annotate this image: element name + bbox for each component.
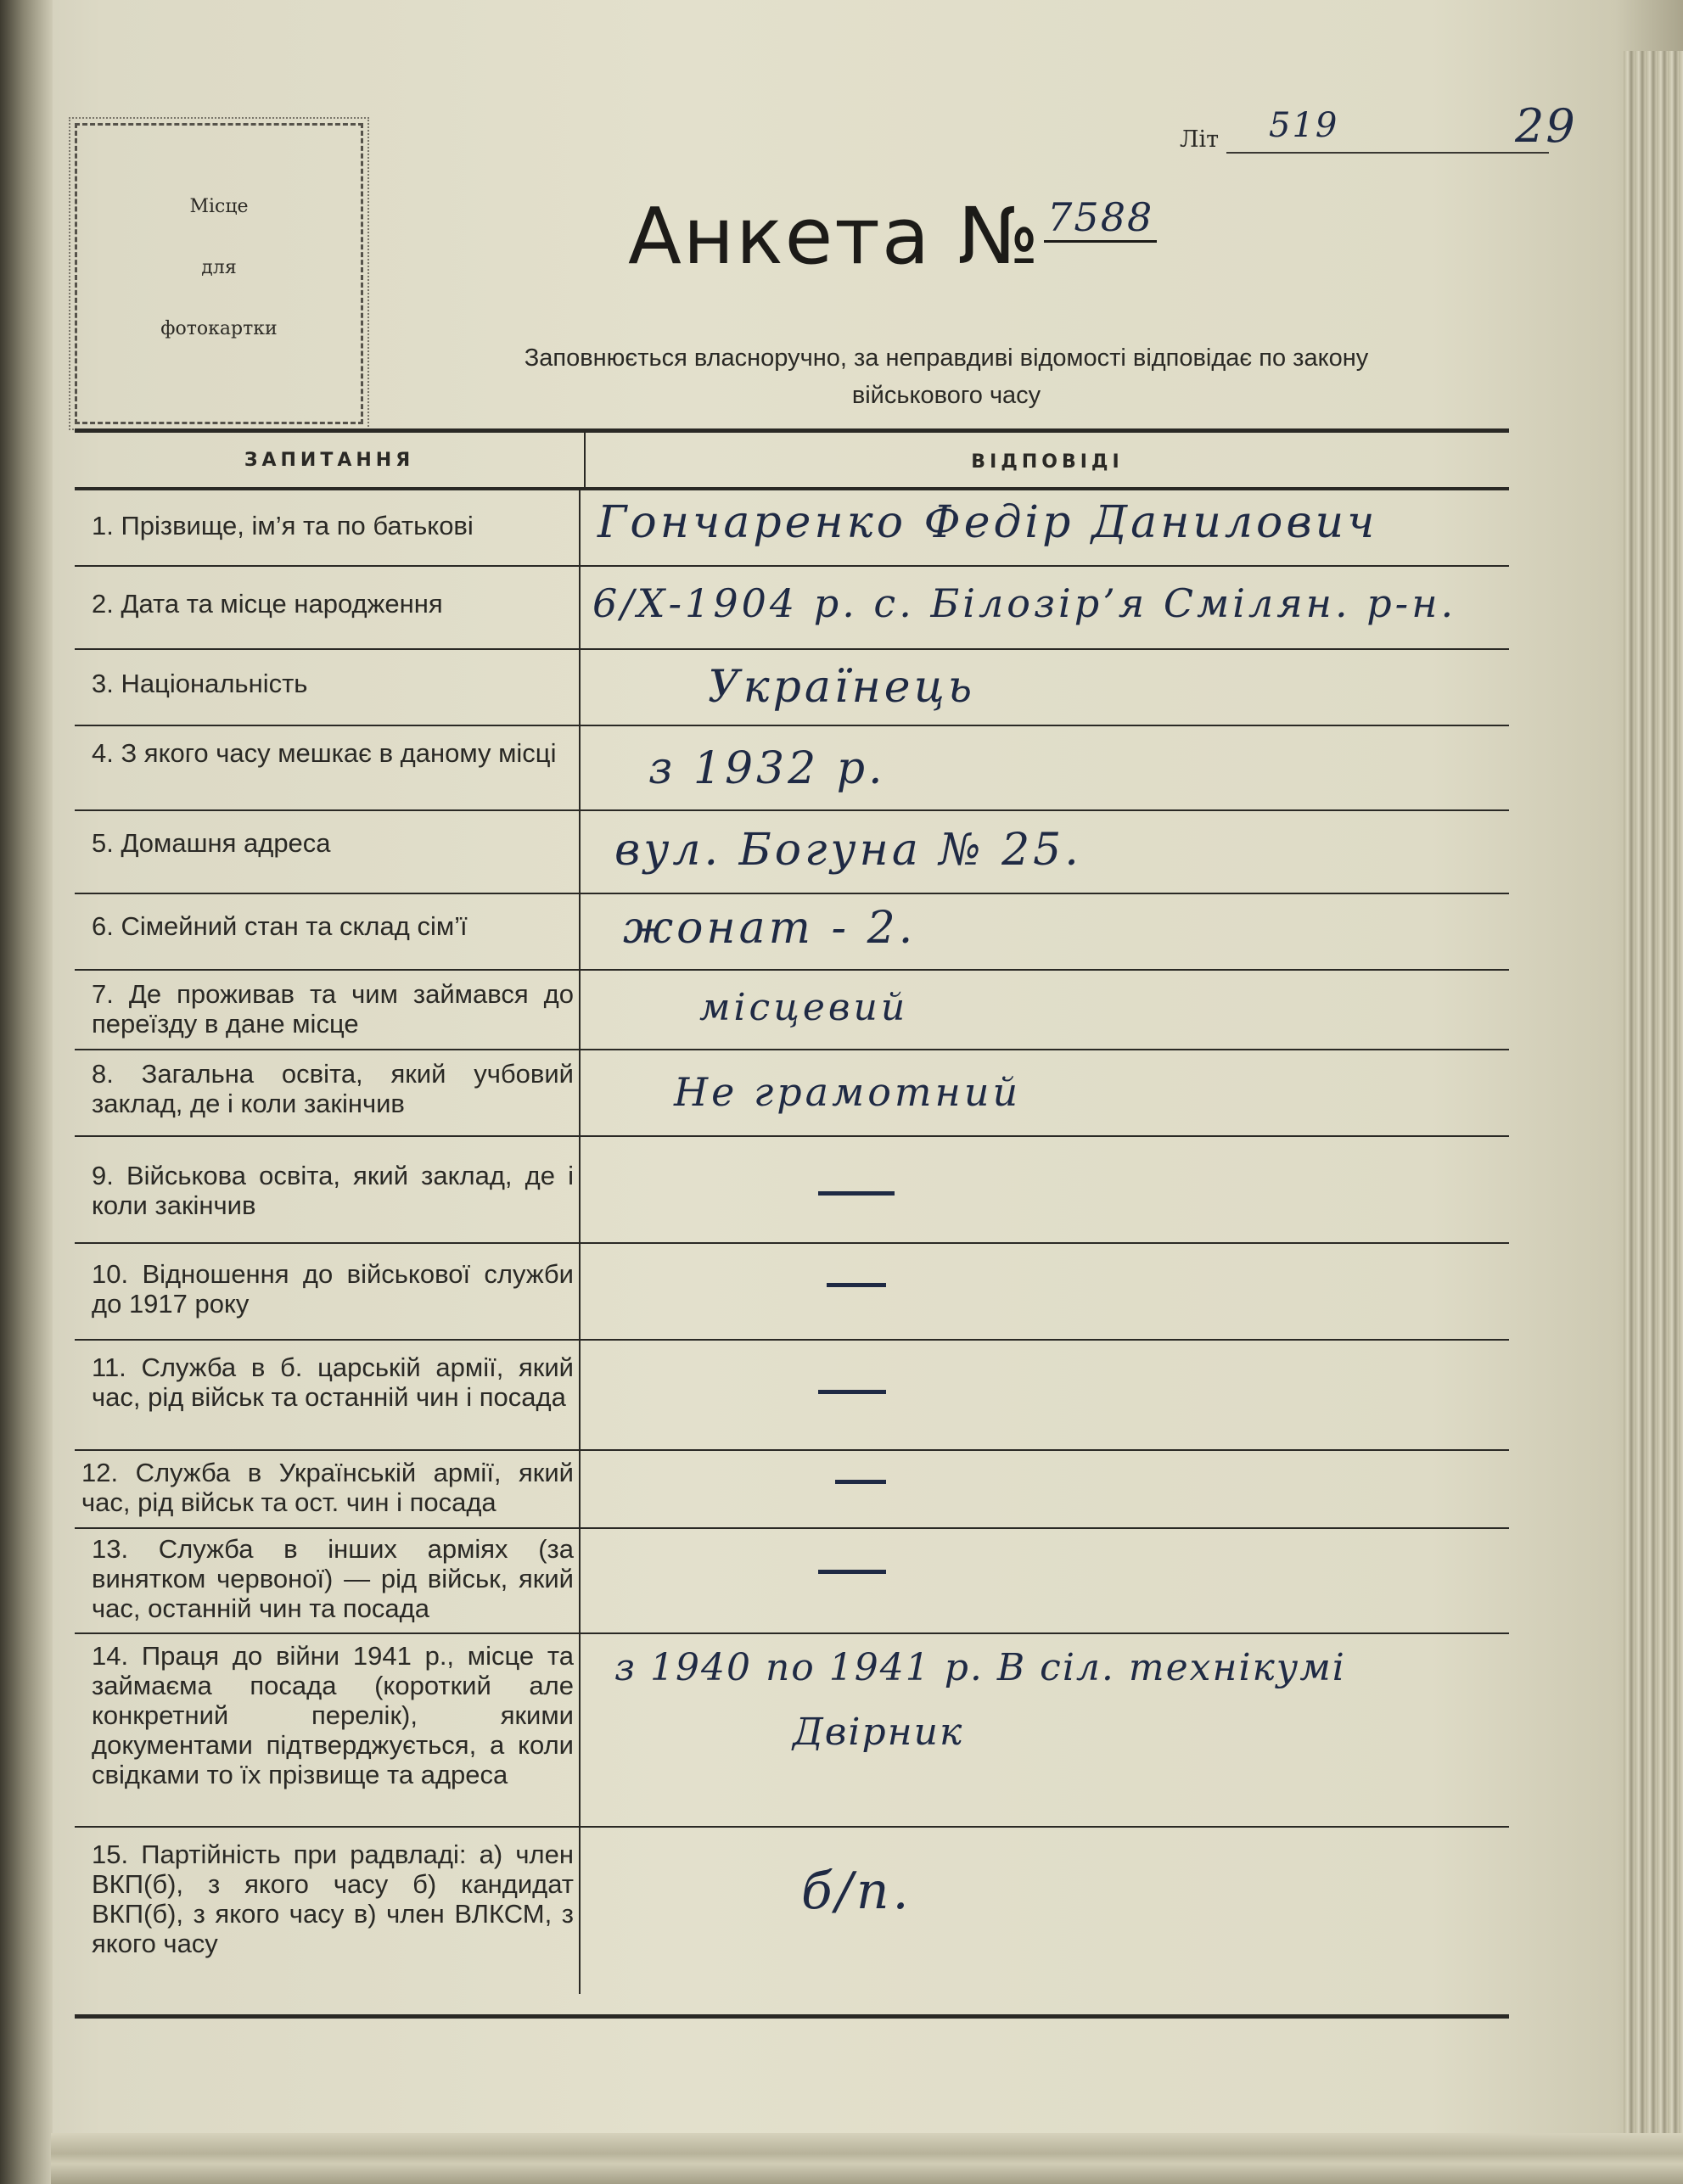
row-answer: [581, 1828, 1509, 1994]
row-question: 7. Де проживав та чим займався до переїзду в дане місце: [75, 971, 581, 1049]
page-edges: [1624, 51, 1683, 2184]
row-answer: [581, 894, 1509, 969]
answer-text: з 1940 по 1941 р. В сіл. технікумі: [614, 1646, 1346, 1689]
table-row: [75, 811, 1509, 894]
row-question: 5. Домашня адреса: [75, 811, 581, 893]
row-answer: [581, 1341, 1509, 1449]
header-questions: ЗАПИТАННЯ: [75, 433, 586, 487]
row-question: 1. Прізвище, ім’я та по батькові: [75, 490, 581, 565]
page-number: 29: [1515, 99, 1577, 153]
table-bottom-rule: [75, 2014, 1509, 2019]
subtitle: [399, 339, 1494, 414]
answer-text-line2: Двірник: [793, 1711, 964, 1754]
row-answer: [581, 971, 1509, 1049]
photo-label-line3: фотокартки: [160, 318, 278, 339]
table-row: [75, 1341, 1509, 1451]
table-row: [75, 971, 1509, 1050]
table-row: [75, 1828, 1509, 1994]
row-question: 6. Сімейний стан та склад сім’ї: [75, 894, 581, 969]
empty-answer-dash: [818, 1390, 886, 1394]
answer-text: місцевий: [699, 986, 909, 1029]
row-question: 9. Військова освіта, який заклад, де і коли закінчив: [75, 1137, 581, 1242]
answer-text: Не грамотний: [674, 1069, 1022, 1115]
binding-shadow: [0, 0, 53, 2184]
table-row: [75, 1244, 1509, 1341]
row-answer: [581, 490, 1509, 565]
row-answer: [581, 1451, 1509, 1527]
table-row: [75, 1451, 1509, 1529]
photo-label-line1: Місце: [189, 196, 249, 217]
table-row: [75, 894, 1509, 971]
row-question: 12. Служба в Українській армії, який час, рід військ та ост. чин і посада: [75, 1451, 581, 1527]
answer-text: жонат - 2.: [623, 903, 917, 954]
row-answer: [581, 1634, 1509, 1826]
questionnaire-table: [75, 428, 1509, 2019]
answer-text: б/п.: [801, 1862, 912, 1921]
row-question: 14. Праця до війни 1941 р., місце та займаєма посада (короткий але конкретний перелік), якими документами підтверджується, а коли свідками то їх прізвище та адреса: [75, 1634, 581, 1826]
table-header: [75, 433, 1509, 490]
table-row: [75, 1137, 1509, 1244]
sheet-value: 519: [1269, 106, 1339, 145]
row-question: 11. Служба в б. царській армії, який час, рід військ та останній чин і посада: [75, 1341, 581, 1449]
table-row: [75, 490, 1509, 567]
table-row: [75, 650, 1509, 726]
row-question: 2. Дата та місце народження: [75, 567, 581, 648]
table-row: [75, 1050, 1509, 1137]
row-answer: [581, 650, 1509, 725]
row-answer: [581, 1529, 1509, 1632]
table-row: [75, 1529, 1509, 1634]
table-row: [75, 726, 1509, 811]
row-answer: [581, 726, 1509, 809]
row-answer: [581, 567, 1509, 648]
answer-text: Гончаренко Федір Данилович: [597, 497, 1378, 548]
table-row: [75, 1634, 1509, 1828]
header-answers: ВІДПОВІДІ: [971, 451, 1124, 473]
row-question: 4. З якого часу мешкає в даному місці: [75, 726, 581, 809]
row-question: 8. Загальна освіта, який учбовий заклад, де і коли закінчив: [75, 1050, 581, 1135]
row-answer: [581, 1050, 1509, 1135]
sheet-label: Літ: [1180, 126, 1220, 153]
title-text: Анкета №: [628, 191, 1041, 282]
sheet-underline: [1226, 152, 1549, 154]
empty-answer-dash: [818, 1191, 895, 1196]
row-answer: [581, 1244, 1509, 1339]
row-question: 3. Національність: [75, 650, 581, 725]
sheet-number-field: [1180, 99, 1577, 157]
row-question: 15. Партійність при радвладі: а) член ВКП(б), з якого часу б) кандидат ВКП(б), з якого часу в) член ВЛКСМ, з якого часу: [75, 1828, 581, 1994]
bottom-page-edges: [51, 2133, 1683, 2184]
photo-placeholder-box: [75, 123, 363, 424]
row-question: 13. Служба в інших арміях (за винятком червоної) — рід військ, який час, останній чин та посада: [75, 1529, 581, 1632]
table-row: [75, 567, 1509, 650]
answer-text: вул. Богуна № 25.: [614, 825, 1082, 876]
empty-answer-dash: [835, 1480, 886, 1484]
answer-text: Українець: [708, 662, 976, 713]
answer-text: з 1932 р.: [648, 743, 886, 794]
row-answer: [581, 1137, 1509, 1242]
row-question: 10. Відношення до військової служби до 1917 року: [75, 1244, 581, 1339]
empty-answer-dash: [827, 1283, 886, 1287]
subtitle-line2: військового часу: [851, 382, 1041, 409]
empty-answer-dash: [818, 1570, 886, 1574]
subtitle-line1: Заповнюється власноручно, за неправдиві відомості відповідає по закону: [524, 344, 1369, 372]
page-title: [628, 191, 1324, 293]
form-number: 7588: [1044, 194, 1157, 243]
row-answer: [581, 811, 1509, 893]
photo-label-line2: для: [201, 257, 237, 278]
answer-text: 6/Х-1904 р. с. Білозір’я Смілян. р-н.: [592, 580, 1457, 626]
